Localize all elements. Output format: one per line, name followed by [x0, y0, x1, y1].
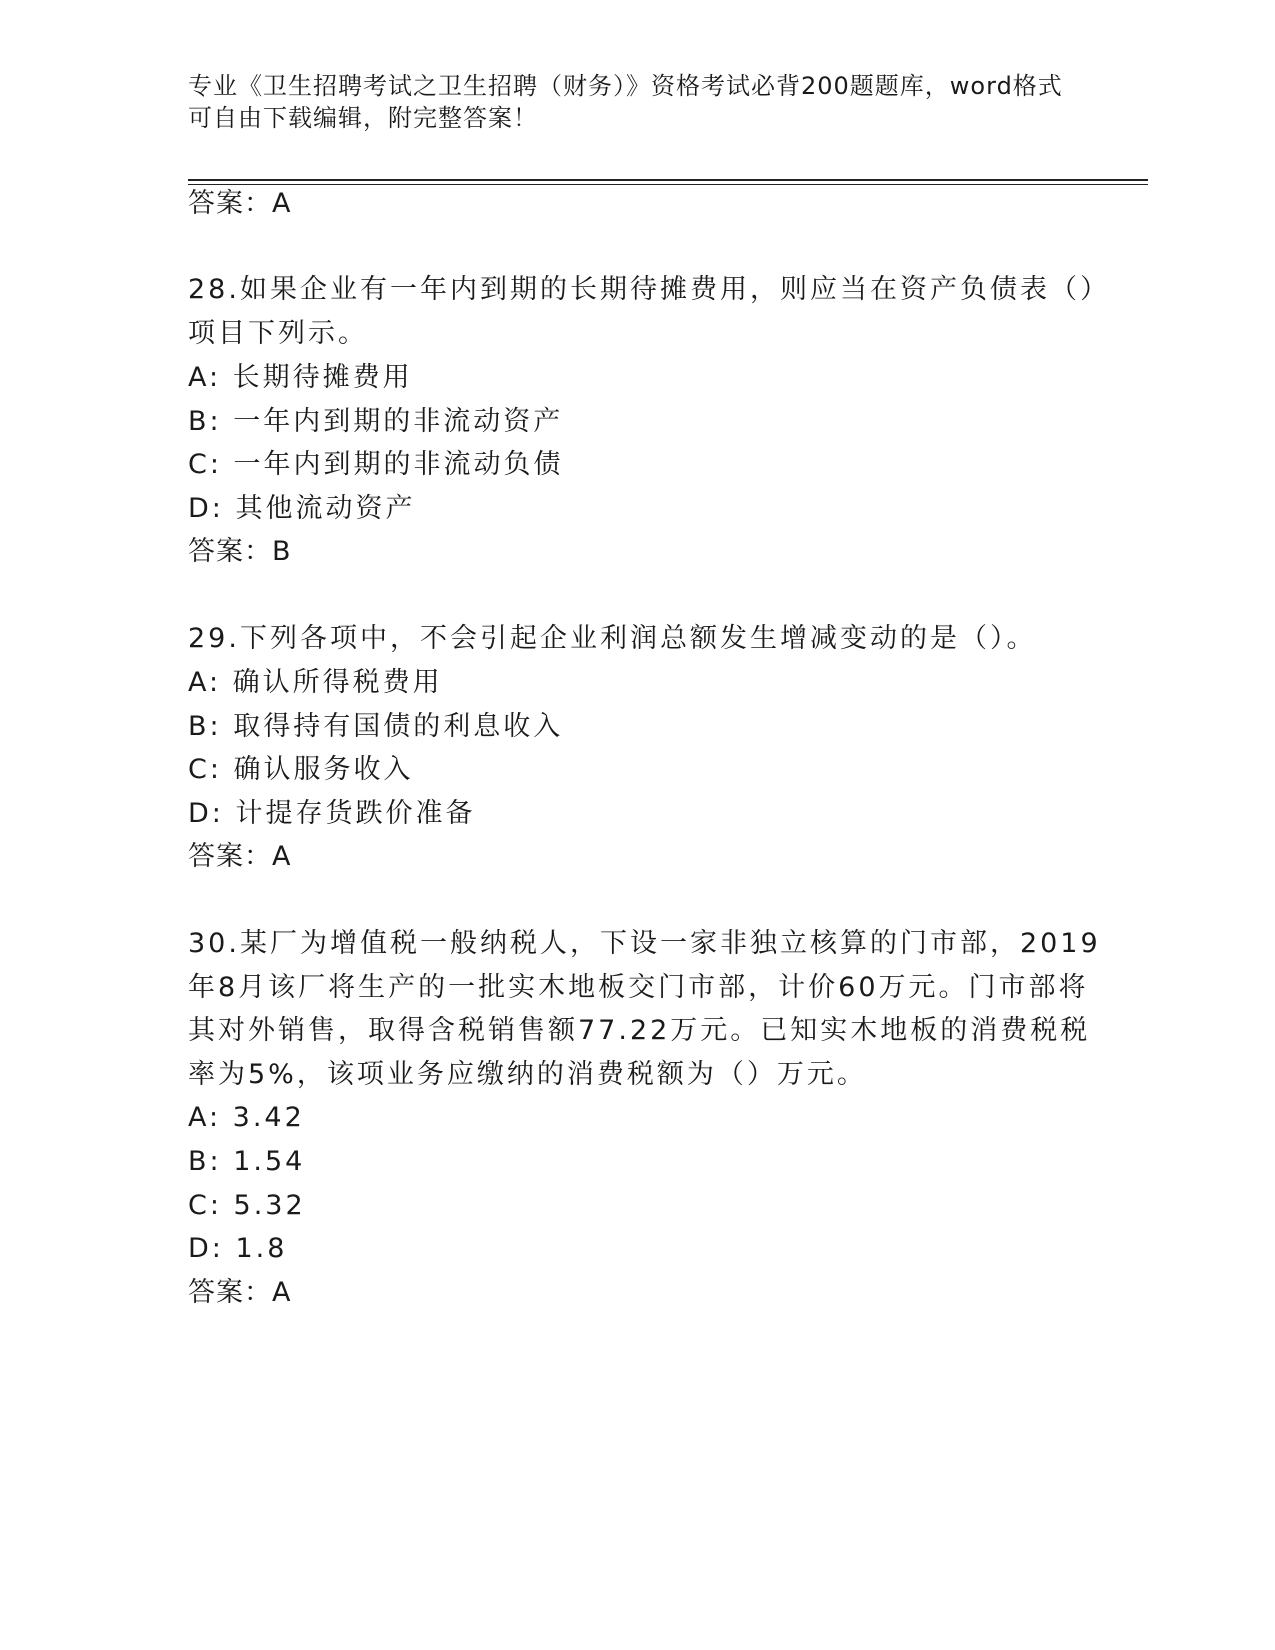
- question-29-option-b: B: 取得持有国债的利息收入: [188, 711, 564, 742]
- question-28-option-d: D: 其他流动资产: [188, 493, 416, 524]
- question-30-stem-line-2: 年8月该厂将生产的一批实木地板交门市部，计价60万元。门市部将: [188, 972, 1089, 1003]
- question-28-stem-line-2: 项目下列示。: [188, 318, 368, 349]
- question-30-stem-line-4: 率为5%，该项业务应缴纳的消费税额为（）万元。: [188, 1059, 867, 1090]
- header-line-1: 专业《卫生招聘考试之卫生招聘（财务）》资格考试必背200题题库，word格式: [188, 72, 1063, 100]
- question-30-stem-line-3: 其对外销售，取得含税销售额77.22万元。已知实木地板的消费税税: [188, 1015, 1091, 1046]
- question-28-option-c: C: 一年内到期的非流动负债: [188, 449, 564, 480]
- question-30-stem-line-1: 30.某厂为增值税一般纳税人，下设一家非独立核算的门市部，2019: [188, 928, 1101, 959]
- question-28-stem-line-1: 28.如果企业有一年内到期的长期待摊费用，则应当在资产负债表（）: [188, 274, 1110, 305]
- question-30-answer: 答案：A: [188, 1277, 292, 1308]
- question-29-stem-line-1: 29.下列各项中，不会引起企业利润总额发生增减变动的是（）。: [188, 623, 1037, 654]
- question-30-option-d: D: 1.8: [188, 1233, 288, 1264]
- question-29-option-c: C: 确认服务收入: [188, 754, 414, 785]
- question-29-option-d: D: 计提存货跌价准备: [188, 798, 476, 829]
- question-30-option-a: A: 3.42: [188, 1102, 305, 1133]
- question-29-option-a: A: 确认所得税费用: [188, 667, 443, 698]
- document-header: [188, 70, 1088, 134]
- header-divider-thin: [188, 184, 1148, 185]
- question-28-answer: 答案：B: [188, 536, 292, 567]
- question-30-option-b: B: 1.54: [188, 1146, 306, 1177]
- question-29-answer: 答案：A: [188, 841, 292, 872]
- header-divider-thick: [188, 179, 1148, 181]
- question-30-option-c: C: 5.32: [188, 1190, 306, 1221]
- header-line-2: 可自由下载编辑，附完整答案！: [188, 104, 538, 132]
- previous-answer: 答案：A: [188, 188, 292, 219]
- question-28-option-a: A: 长期待摊费用: [188, 362, 413, 393]
- question-28-option-b: B: 一年内到期的非流动资产: [188, 406, 564, 437]
